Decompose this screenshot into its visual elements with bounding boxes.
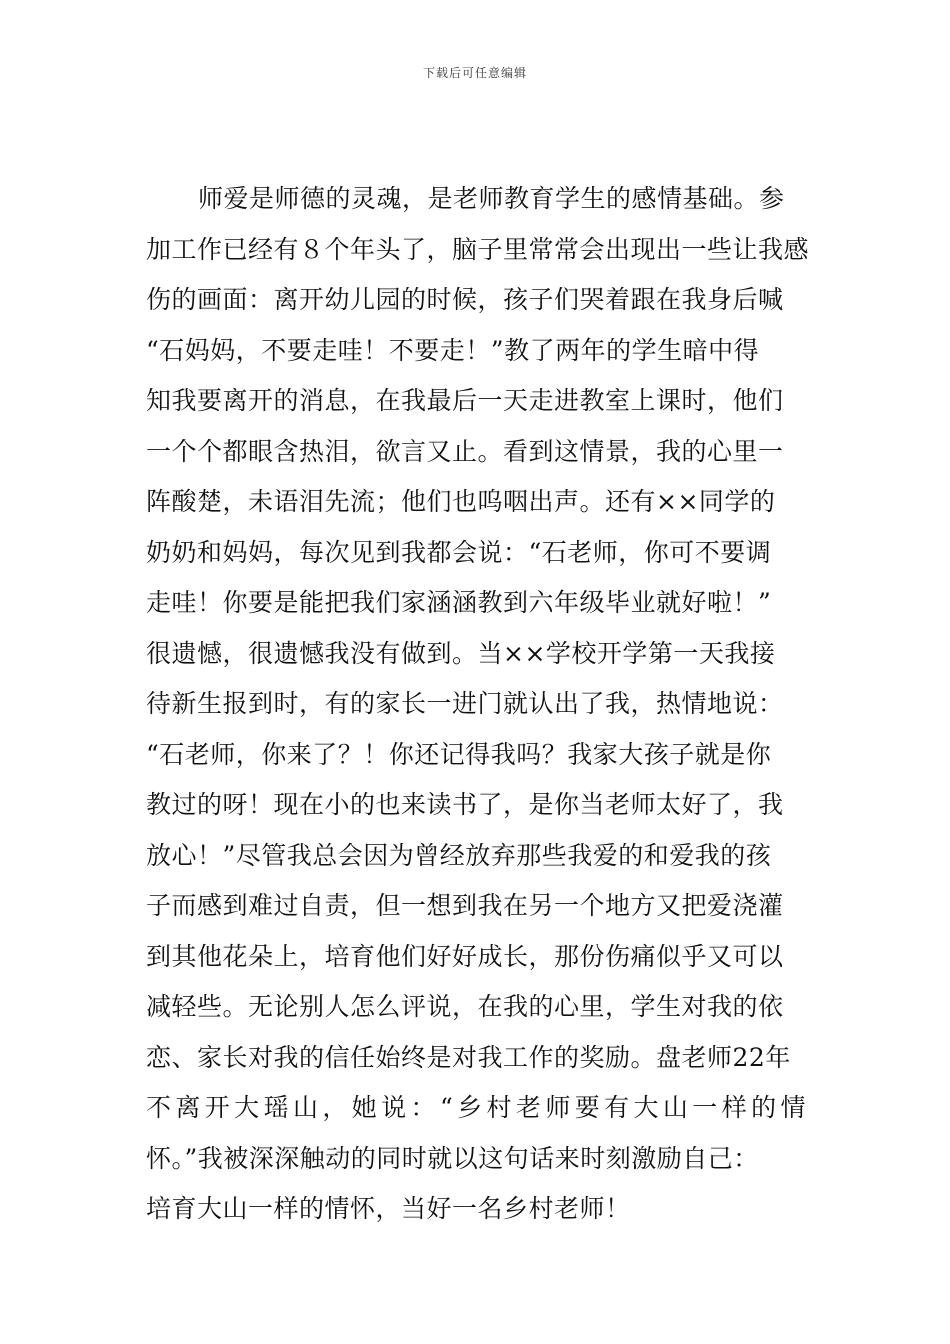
text-line: 恋、家长对我的信任始终是对我工作的奖励。盘老师22年: [146, 1042, 791, 1072]
text-line: 奶奶和妈妈，每次见到我都会说：“石老师，你可不要调: [146, 537, 772, 567]
text-line: “石妈妈，不要走哇！不要走！”教了两年的学生暗中得: [146, 335, 760, 365]
page-header-note: 下载后可任意编辑: [422, 66, 527, 80]
text-line: “石老师，你来了？！你还记得我吗？我家大孩子就是你: [146, 739, 772, 769]
text-line: 很遗憾，很遗憾我没有做到。当××学校开学第一天我接: [146, 638, 776, 668]
text-line: 伤的画面：离开幼儿园的时候，孩子们哭着跟在我身后喊: [146, 285, 784, 314]
text-line: 教过的呀！现在小的也来读书了，是你当老师太好了，我: [146, 790, 784, 819]
text-line: 阵酸楚，未语泪先流；他们也呜咽出声。还有××同学的: [146, 487, 776, 516]
text-line: 放心！”尽管我总会因为曾经放弃那些我爱的和爱我的孩: [146, 840, 772, 870]
text-line: 一个个都眼含热泪，欲言又止。看到这情景，我的心里一: [146, 436, 784, 466]
text-line: 到其他花朵上，培育他们好好成长，那份伤痛似乎又可以: [146, 941, 784, 971]
text-line: 走哇！你要是能把我们家涵涵教到六年级毕业就好啦！”: [146, 588, 772, 617]
text-line: 加工作已经有８个年头了，脑子里常常会出现出一些让我感: [146, 234, 810, 264]
text-line: 怀。”我被深深触动的同时就以这句话来时刻激励自己：: [146, 1143, 759, 1173]
text-line: 待新生报到时，有的家长一进门就认出了我，热情地说：: [146, 689, 784, 718]
text-line: 减轻些。无论别人怎么评说，在我的心里，学生对我的依: [146, 992, 784, 1021]
text-line: 知我要离开的消息，在我最后一天走进教室上课时，他们: [146, 386, 784, 415]
text-line: 师爱是师德的灵魂，是老师教育学生的感情基础。参: [198, 184, 785, 213]
text-line: 不离开大瑶山，她说：“乡村老师要有大山一样的情: [146, 1093, 806, 1122]
text-line: 培育大山一样的情怀，当好一名乡村老师！: [146, 1194, 631, 1223]
text-line: 子而感到难过自责，但一想到我在另一个地方又把爱浇灌: [146, 891, 784, 920]
body-paragraph: [146, 174, 810, 1235]
